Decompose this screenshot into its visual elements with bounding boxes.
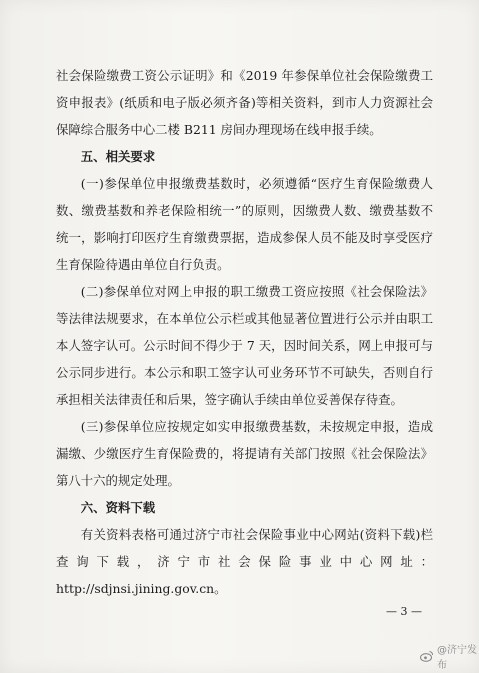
section-heading-downloads: 六、资料下载: [80, 500, 156, 515]
paragraph-requirement-1: (一)参保单位申报缴费基数时，必须遵循“医疗生育保险缴费人数、缴费基数和养老保险相统一”的原则，因缴费人数、缴费基数不统一，影响打印医疗生育缴费票据，造成参保人员不能及时享受医疗生育保险待遇由单位自行负责。: [56, 176, 433, 272]
paragraph-materials-continued: 社会保险缴费工资公示证明》和《2019 年参保单位社会保险缴费工资申报表》(纸质和电子版必须齐备)等相关资料，到市人力资源社会保障综合服务中心二楼 B211 房间办理现场在线申报手续。: [56, 68, 433, 137]
weibo-watermark: [420, 645, 479, 671]
document-body: [56, 62, 433, 602]
paragraph-requirement-3: (三)参保单位应按规定如实申报缴费基数，未按规定申报，造成漏缴、少缴医疗生育保险费的，将提请有关部门按照《社会保险法》第八十六的规定处理。: [56, 419, 433, 488]
paragraph-requirement-2: (二)参保单位对网上申报的职工缴费工资应按照《社会保险法》等法律法规要求，在本单位公示栏或其他显著位置进行公示并由职工本人签字认可。公示时间不得少于 7 天，因时间关系，网上申报可与公示同步进行。本公示和职工签字认可业务环节不可缺失，否则自行承担相关法律责任和后果，签字确认手续由单位妥善保存待查。: [56, 284, 433, 407]
page-number: — 3 —: [386, 605, 422, 618]
section-heading-requirements: 五、相关要求: [80, 149, 156, 164]
paragraph-download-info: 有关资料表格可通过济宁市社会保险事业中心网站(资料下载)栏查询下载，济宁市社会保险事业中心网址：http://sdjnsi.jining.gov.cn。: [56, 527, 433, 596]
weibo-icon: [420, 650, 434, 662]
watermark-text: @济宁发布: [437, 645, 477, 671]
